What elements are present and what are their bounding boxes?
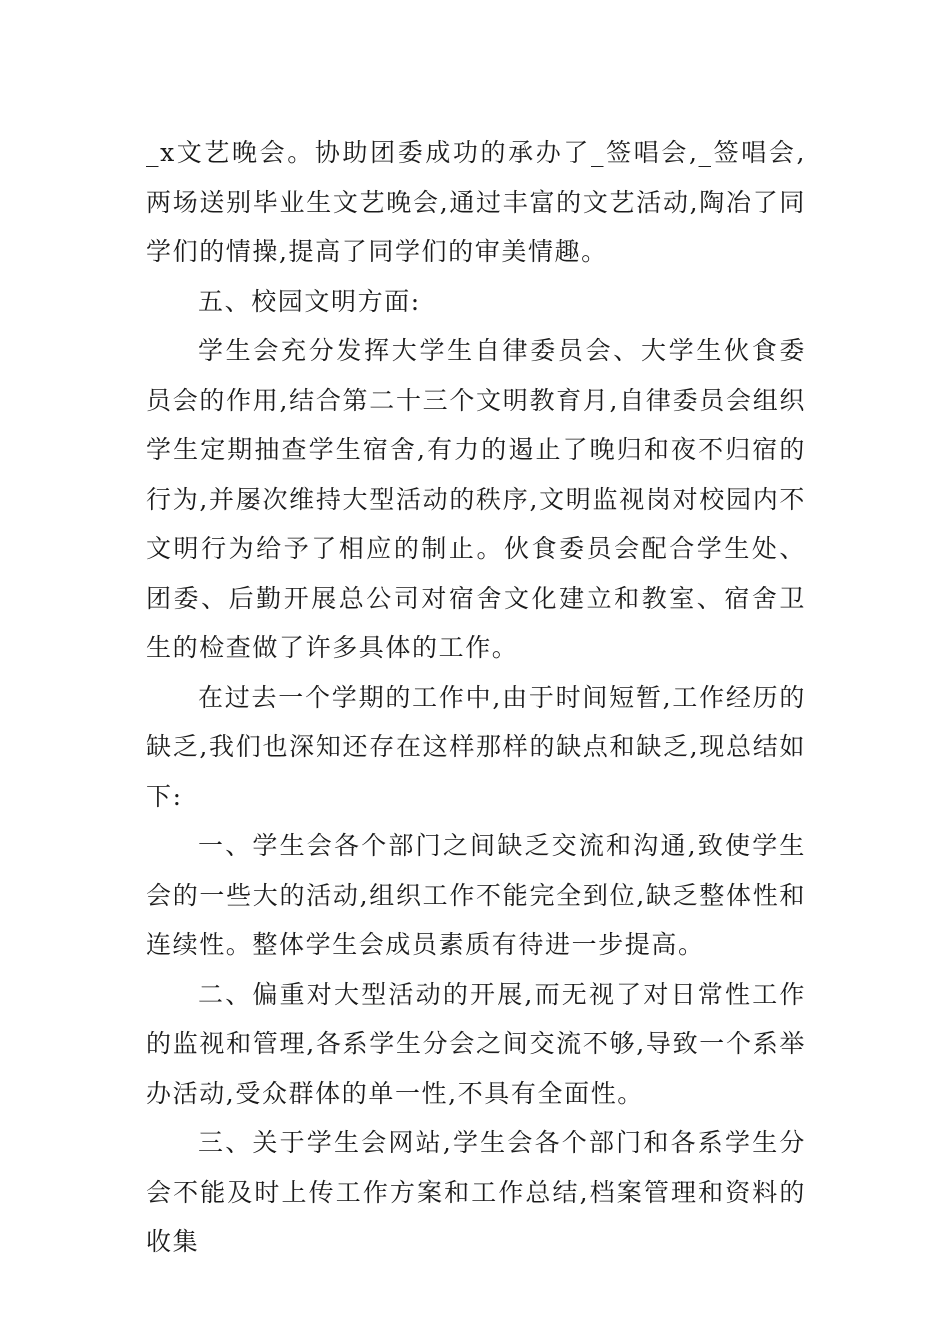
paragraph-5: 一、学生会各个部门之间缺乏交流和沟通,致使学生会的一些大的活动,组织工作不能完全到位,缺乏整体性和连续性。整体学生会成员素质有待进一步提高。: [146, 831, 806, 959]
paragraph-4: 在过去一个学期的工作中,由于时间短暂,工作经历的缺乏,我们也深知还存在这样那样的缺点和缺乏,现总结如下:: [146, 682, 806, 811]
document-body: [146, 128, 806, 1267]
section-heading-campus-civility: 五、校园文明方面:: [198, 286, 421, 316]
paragraph-3: 学生会充分发挥大学生自律委员会、大学生伙食委员会的作用,结合第二十三个文明教育月,自律委员会组织学生定期抽查学生宿舍,有力的遏止了晚归和夜不归宿的行为,并屡次维持大型活动的秩序,文明监视岗对校园内不文明行为给予了相应的制止。伙食委员会配合学生处、团委、后勤开展总公司对宿舍文化建立和教室、宿舍卫生的检查做了许多具体的工作。: [146, 336, 806, 662]
paragraph-6: 二、偏重对大型活动的开展,而无视了对日常性工作的监视和管理,各系学生分会之间交流不够,导致一个系举办活动,受众群体的单一性,不具有全面性。: [146, 979, 806, 1108]
paragraph-1: _x文艺晚会。协助团委成功的承办了_签唱会,_签唱会,两场送别毕业生文艺晚会,通过丰富的文艺活动,陶冶了同学们的情操,提高了同学们的审美情趣。: [146, 138, 806, 266]
paragraph-7: 三、关于学生会网站,学生会各个部门和各系学生分会不能及时上传工作方案和工作总结,档案管理和资料的收集: [146, 1128, 806, 1256]
